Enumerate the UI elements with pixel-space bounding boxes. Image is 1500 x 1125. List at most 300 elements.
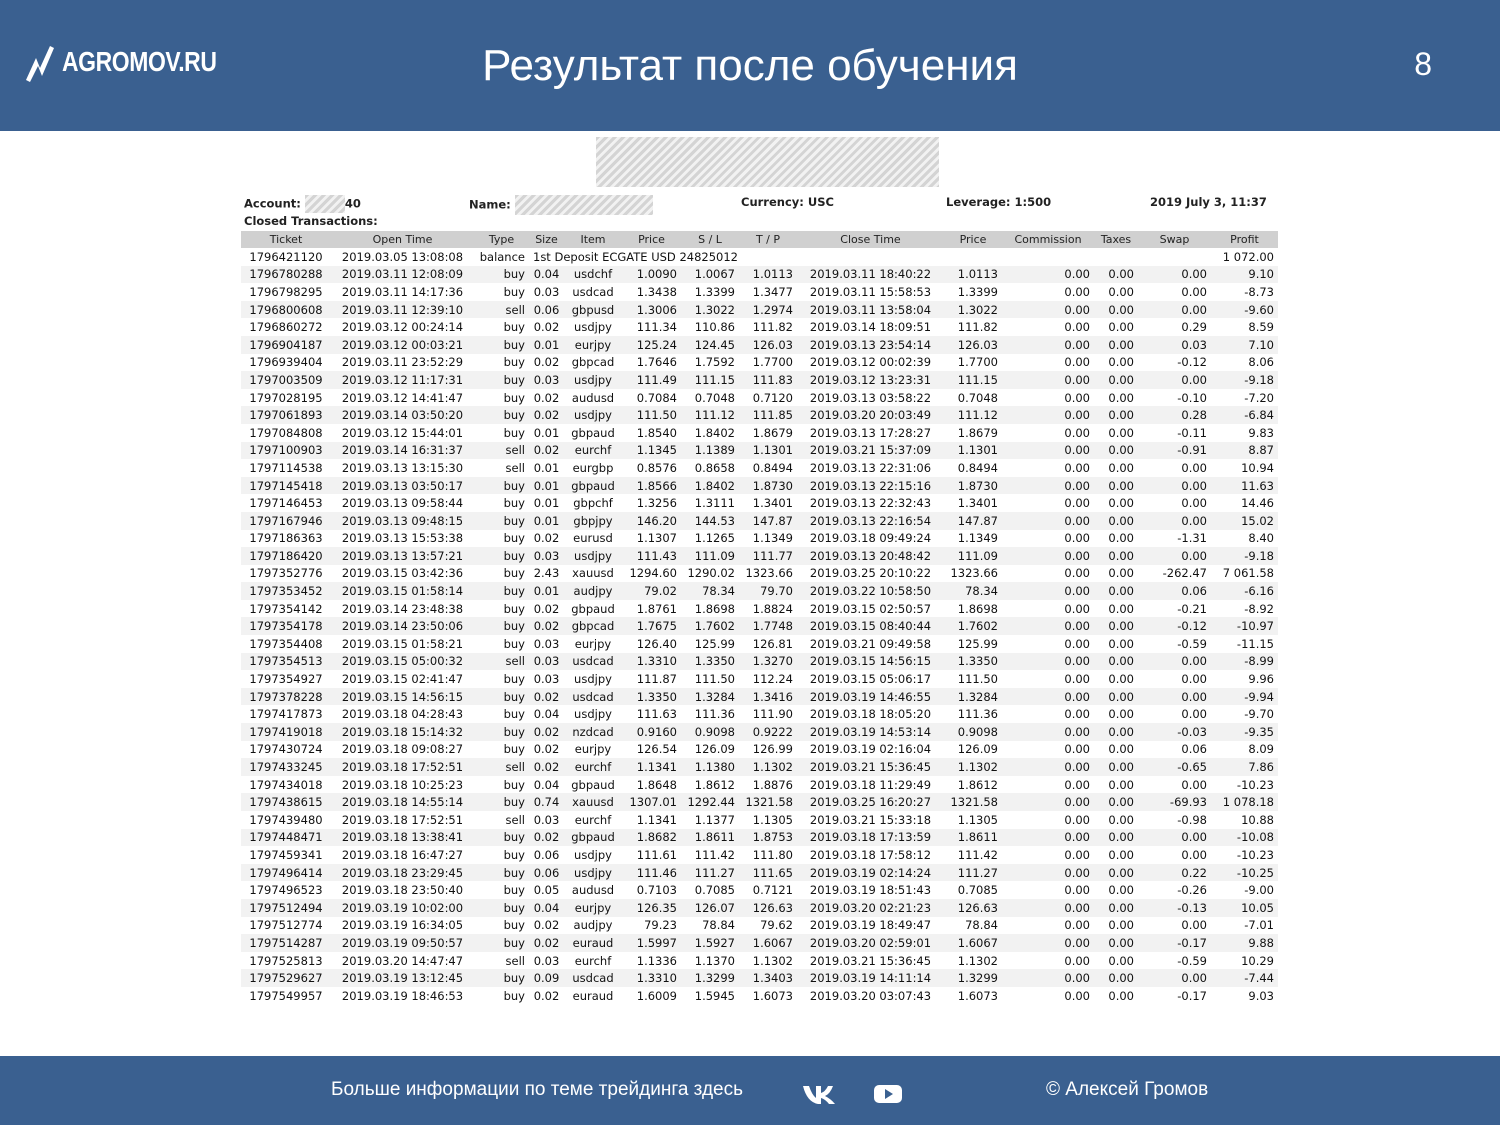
table-cell: 0.04 [533,707,560,722]
table-cell: 146.20 [622,512,681,530]
table-cell: 0.9160 [622,723,681,741]
table-cell: 0.00 [1138,266,1211,284]
table-cell: buy [503,425,525,440]
table-cell: 2019.03.21 15:36:45 [809,953,932,968]
table-cell: usdcad [564,688,622,706]
table-cell: 125.99 [957,636,998,651]
currency-info: Currency: USC [741,195,834,209]
table-cell: 0.00 [1108,460,1134,475]
table-cell: buy [503,390,525,405]
table-cell: 1.8612 [957,777,998,792]
table-cell: 1.1301 [739,442,797,460]
table-cell: 0.02 [533,355,560,370]
table-cell: 1797448471 [241,829,331,847]
table-cell: 2019.03.15 02:50:57 [809,601,932,616]
table-cell: -8.92 [1244,601,1274,616]
table-cell: 126.54 [636,742,677,757]
table-cell: 7.86 [1211,758,1278,776]
table-cell: 2019.03.18 16:47:27 [341,847,464,862]
table-cell: 0.02 [533,988,560,1003]
table-cell: buy [474,617,529,635]
table-cell: 9.88 [1211,934,1278,952]
table-cell: 1.3284 [681,688,739,706]
table-cell: 1290.02 [687,566,735,581]
table-cell: 0.00 [1064,636,1090,651]
table-cell: 126.35 [622,899,681,917]
column-header: Price [622,231,681,248]
table-cell: 0.00 [1094,793,1138,811]
table-cell: 2019.03.15 01:58:21 [341,636,464,651]
table-cell: 0.06 [1181,742,1207,757]
table-cell: 1797434018 [249,777,323,792]
column-header: Swap [1138,231,1211,248]
table-cell: 0.00 [1108,355,1134,370]
table-cell: 0.00 [1064,777,1090,792]
table-row [241,547,1278,565]
table-cell: eurjpy [564,899,622,917]
column-header: Commission [1002,231,1094,248]
table-cell: 1.3022 [944,301,1002,319]
table-cell: -9.70 [1244,707,1274,722]
table-cell: 0.29 [1181,320,1207,335]
table-cell: 1.7602 [681,617,739,635]
table-cell: 2019.03.11 23:52:29 [341,355,464,370]
table-cell: -11.15 [1236,636,1274,651]
table-cell: 111.42 [957,847,998,862]
table-cell: 0.02 [533,918,560,933]
table-cell: 0.02 [533,742,560,757]
table-row [241,811,1278,829]
table-cell: 0.8576 [636,460,677,475]
table-cell: 0.00 [1064,812,1090,827]
table-cell: buy [503,636,525,651]
table-cell: 144.53 [681,512,739,530]
table-cell: 0.00 [1108,390,1134,405]
table-cell: -9.94 [1211,688,1278,706]
table-cell: buy [503,988,525,1003]
table-cell: 2019.03.25 20:10:22 [809,566,932,581]
table-cell: 0.06 [529,864,564,882]
table-cell: 0.00 [1002,864,1094,882]
table-cell: 1.1302 [944,758,1002,776]
table-cell: 1.3416 [739,688,797,706]
table-row [241,424,1278,442]
table-cell: 126.09 [694,742,735,757]
table-cell: eurchf [564,758,622,776]
table-cell: gbpaud [564,829,622,847]
table-cell: buy [474,899,529,917]
table-cell: 2019.03.19 02:16:04 [809,742,932,757]
table-cell: buy [503,742,525,757]
table-cell: 2019.03.15 08:40:44 [797,617,944,635]
table-cell: gbpcad [571,355,615,370]
table-cell: usdjpy [574,707,612,722]
table-cell: 10.94 [1241,460,1274,475]
table-row [241,653,1278,671]
table-cell: 1796780288 [241,266,331,284]
table-cell: 0.03 [529,653,564,671]
table-cell: gbpaud [571,777,615,792]
table-cell: 0.8658 [694,460,735,475]
table-cell: audjpy [564,582,622,600]
table-cell: 0.00 [1094,899,1138,917]
table-cell: 1797512774 [249,918,323,933]
table-cell: 79.02 [622,582,681,600]
table-cell: 2019.03.18 23:29:45 [331,864,474,882]
table-cell: 1796800608 [241,301,331,319]
slide-number: 8 [1414,46,1432,82]
table-cell: 1.8753 [739,829,797,847]
table-cell: 1.1341 [636,812,677,827]
table-cell: usdcad [572,284,614,299]
table-cell: 0.00 [1064,953,1090,968]
table-cell: 2019.03.11 13:58:04 [797,301,944,319]
table-row [241,530,1278,548]
table-cell: 1.3284 [944,688,1002,706]
table-cell: 0.01 [533,460,560,475]
table-cell: sell [474,442,529,460]
table-cell: 0.00 [1094,266,1138,284]
table-cell: -6.84 [1211,406,1278,424]
table-cell: -7.20 [1244,390,1274,405]
table-row [241,864,1278,882]
table-cell: 0.01 [533,496,560,511]
table-cell: 2019.03.11 12:08:09 [331,266,474,284]
table-cell: 9.96 [1248,672,1274,687]
table-cell: 0.00 [1064,320,1090,335]
table-row [241,688,1278,706]
table-cell: 79.23 [644,918,677,933]
column-header: Ticket [241,231,331,248]
table-cell: 0.7121 [752,883,793,898]
table-cell: 1797417873 [249,707,323,722]
table-cell: 1.1302 [957,953,998,968]
balance-type: balance [479,249,525,264]
table-cell: sell [474,758,529,776]
column-header: T / P [739,231,797,248]
table-cell: 0.00 [1002,477,1094,495]
table-cell: 0.02 [529,442,564,460]
table-cell: 2019.03.11 15:58:53 [809,284,932,299]
table-row [241,899,1278,917]
table-cell: 0.7048 [694,390,735,405]
table-row [241,512,1278,530]
table-cell: 2019.03.18 04:28:43 [341,707,464,722]
table-cell: 111.27 [944,864,1002,882]
table-cell: buy [474,406,529,424]
table-cell: 1.3403 [739,969,797,987]
table-cell: 2019.03.15 01:58:14 [331,582,474,600]
table-cell: 1.3256 [636,496,677,511]
table-cell: 2019.03.19 18:51:43 [809,883,932,898]
table-cell: 78.34 [944,582,1002,600]
table-cell: 0.28 [1138,406,1211,424]
table-cell: 1797061893 [241,406,331,424]
table-cell: 1796798295 [249,284,323,299]
table-cell: 0.00 [1002,653,1094,671]
table-cell: 0.74 [529,793,564,811]
column-header: Size [529,231,564,248]
slide-header [0,0,1500,131]
table-cell: -0.12 [1177,355,1207,370]
table-row [241,565,1278,583]
table-cell: 1797186363 [249,531,323,546]
table-cell: 2019.03.18 23:50:40 [341,883,464,898]
table-cell: -0.12 [1138,617,1211,635]
table-cell: 126.99 [752,742,793,757]
table-cell: 2019.03.18 17:58:12 [809,847,932,862]
table-row [241,793,1278,811]
table-cell: -7.44 [1211,969,1278,987]
table-cell: usdcad [564,653,622,671]
table-cell: 0.00 [1108,601,1134,616]
table-cell: 0.03 [529,547,564,565]
table-cell: buy [503,284,525,299]
table-cell: 10.29 [1241,953,1274,968]
table-cell: buy [503,847,525,862]
table-cell: 0.00 [1108,742,1134,757]
table-cell: 2019.03.14 23:48:38 [341,601,464,616]
table-cell: 126.63 [944,899,1002,917]
table-cell: 0.03 [533,953,560,968]
table-cell: 0.7048 [957,390,998,405]
table-cell: 0.00 [1094,582,1138,600]
table-cell: 1.3350 [944,653,1002,671]
table-cell: -8.99 [1211,653,1278,671]
table-cell: 1294.60 [629,566,677,581]
table-cell: 1321.58 [944,793,1002,811]
table-cell: 1.8679 [752,425,793,440]
table-cell: 1797100903 [241,442,331,460]
table-cell: 2019.03.12 13:23:31 [797,371,944,389]
table-cell: 0.06 [533,847,560,862]
table-cell: -10.25 [1211,864,1278,882]
table-cell: 2019.03.14 23:50:06 [331,617,474,635]
table-cell: 111.83 [739,371,797,389]
table-cell: audusd [571,883,615,898]
table-cell: 111.34 [636,320,677,335]
table-cell: 2019.03.14 18:09:51 [809,320,932,335]
table-cell: 2019.03.18 17:13:59 [797,829,944,847]
table-cell: euraud [564,934,622,952]
table-cell: 1.7700 [752,355,793,370]
table-row [241,494,1278,512]
table-cell: 7 061.58 [1222,566,1274,581]
table-cell: 2019.03.18 13:38:41 [331,829,474,847]
table-cell: 0.02 [533,320,560,335]
table-cell: 0.00 [1002,617,1094,635]
table-cell: 1307.01 [622,793,681,811]
table-cell: 0.00 [1138,547,1211,565]
table-cell: -6.16 [1211,582,1278,600]
table-cell: 0.02 [533,390,560,405]
table-cell: 0.01 [533,425,560,440]
table-cell: 2019.03.11 18:40:22 [797,266,944,284]
account-info [244,195,361,213]
table-cell: 1292.44 [681,793,739,811]
table-cell: 2019.03.18 10:25:23 [341,777,464,792]
table-cell: -8.73 [1244,284,1274,299]
table-cell: 2019.03.18 11:29:49 [809,777,932,792]
column-header: Profit [1211,231,1278,248]
table-cell: buy [474,371,529,389]
table-cell: 2019.03.15 05:00:32 [331,653,474,671]
table-cell: 15.02 [1211,512,1278,530]
slide-title: Результат после обучения [482,41,1018,90]
table-cell: 0.02 [533,531,560,546]
table-cell: 2019.03.13 20:48:42 [797,547,944,565]
table-cell: 111.80 [752,847,793,862]
table-cell: usdchf [564,266,622,284]
table-cell: 2019.03.18 15:14:32 [331,723,474,741]
account-label: Account: [244,196,301,211]
table-cell: 1323.66 [950,566,998,581]
table-cell: 0.00 [1181,918,1207,933]
table-cell: 0.02 [529,934,564,952]
table-cell: 78.34 [681,582,739,600]
table-cell: 1.1307 [636,531,677,546]
table-cell: 1.8679 [957,425,998,440]
table-cell: -0.91 [1138,442,1211,460]
table-cell: 0.00 [1002,512,1094,530]
table-cell: 0.01 [529,336,564,354]
table-cell: 1.3299 [681,969,739,987]
table-cell: 1797439480 [249,812,323,827]
table-cell: usdjpy [564,547,622,565]
table-cell: 0.02 [529,406,564,424]
table-row [241,354,1278,372]
table-cell: audjpy [573,918,613,933]
table-cell: 2019.03.12 00:24:14 [341,320,464,335]
table-cell: 0.00 [1064,707,1090,722]
table-cell: 0.00 [1108,847,1134,862]
youtube-icon[interactable] [874,1083,902,1110]
table-cell: buy [474,336,529,354]
table-cell: -10.97 [1211,617,1278,635]
table-cell: 1.3350 [622,688,681,706]
table-cell: usdcad [564,969,622,987]
table-cell: 0.00 [1002,442,1094,460]
table-cell: 0.02 [533,601,560,616]
table-cell: -0.59 [1177,636,1207,651]
table-cell: 126.03 [944,336,1002,354]
table-cell: usdjpy [564,371,622,389]
table-cell: 1.0067 [681,266,739,284]
section-title: Closed Transactions: [244,214,378,228]
table-cell: 0.00 [1108,531,1134,546]
table-cell: 0.00 [1064,390,1090,405]
table-cell: 126.63 [739,899,797,917]
table-cell: 0.03 [533,284,560,299]
table-cell: 0.00 [1094,512,1138,530]
table-cell: 7.10 [1211,336,1278,354]
column-header: Item [564,231,622,248]
table-cell: 1.6073 [957,988,998,1003]
table-row [241,336,1278,354]
table-cell: 125.24 [622,336,681,354]
table-cell: 0.22 [1138,864,1211,882]
table-cell: 147.87 [944,512,1002,530]
table-cell: 0.00 [1138,969,1211,987]
table-cell: 2019.03.13 09:48:15 [331,512,474,530]
table-cell: 2019.03.21 15:33:18 [809,812,932,827]
table-cell: 0.00 [1138,301,1211,319]
table-cell: 2019.03.13 22:16:54 [797,512,944,530]
name-info [469,195,653,215]
table-cell: 2019.03.14 03:50:20 [331,406,474,424]
table-cell: 111.65 [739,864,797,882]
table-cell: 1797529627 [241,969,331,987]
table-cell: 0.00 [1181,460,1207,475]
table-cell: 111.85 [739,406,797,424]
table-cell: 2019.03.19 14:46:55 [797,688,944,706]
table-cell: 1.0090 [622,266,681,284]
table-cell: 1797496414 [241,864,331,882]
table-cell: 1.8682 [622,829,681,847]
table-cell: xauusd [572,566,614,581]
table-cell: sell [505,953,525,968]
table-cell: 0.00 [1064,425,1090,440]
table-cell: 1.8540 [636,425,677,440]
logo[interactable] [24,38,250,86]
table-cell: 2019.03.18 09:08:27 [341,742,464,757]
table-cell: 111.82 [957,320,998,335]
table-cell: usdjpy [574,672,612,687]
table-cell: 0.00 [1002,793,1094,811]
table-cell: 2019.03.20 02:21:23 [797,899,944,917]
footer-info-text: Больше информации по теме трейдинга здесь [331,1079,744,1100]
table-cell: 0.06 [1138,582,1211,600]
table-cell: 126.07 [681,899,739,917]
table-cell: 2019.03.18 17:52:51 [341,812,464,827]
table-cell: -1.31 [1177,531,1207,546]
vk-icon[interactable] [802,1083,836,1110]
table-cell: 1.1305 [957,812,998,827]
table-cell: 0.03 [529,371,564,389]
table-cell: 0.01 [529,582,564,600]
table-cell: 9.83 [1248,425,1274,440]
balance-time: 2019.03.05 13:08:08 [341,249,464,264]
table-cell: buy [474,477,529,495]
table-row [241,266,1278,284]
table-row [241,600,1278,618]
table-cell: 1.8566 [622,477,681,495]
table-cell: 2019.03.14 16:31:37 [331,442,474,460]
table-cell: 0.00 [1181,777,1207,792]
table-cell: 1.1349 [957,531,998,546]
table-cell: 1.3477 [752,284,793,299]
table-cell: 0.00 [1108,988,1134,1003]
table-cell: 1797084808 [249,425,323,440]
table-cell: 8.87 [1211,442,1278,460]
table-cell: 1.1302 [752,953,793,968]
table-cell: 125.99 [694,636,735,651]
table-cell: 0.9098 [681,723,739,741]
table-cell: 1.3399 [694,284,735,299]
table-cell: buy [503,355,525,370]
table-cell: buy [503,777,525,792]
table-cell: 10.88 [1241,812,1274,827]
table-cell: 0.03 [533,812,560,827]
table-cell: eurjpy [564,336,622,354]
table-cell: 0.00 [1002,688,1094,706]
table-row [241,987,1278,1005]
table-cell: 0.00 [1138,829,1211,847]
table-cell: 0.00 [1064,672,1090,687]
table-cell: 1323.66 [745,566,793,581]
table-row [241,829,1278,847]
table-row [241,776,1278,794]
